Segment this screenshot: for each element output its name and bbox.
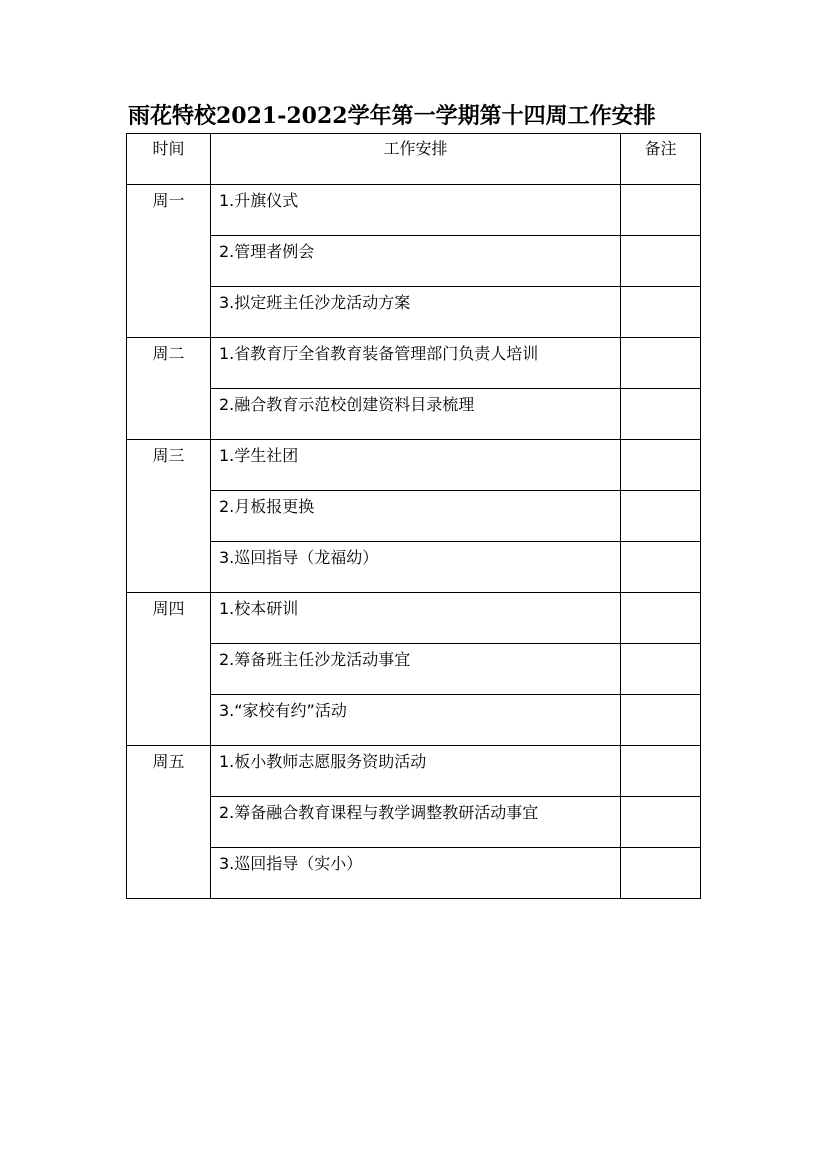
page-title: 雨花特校2021-2022学年第一学期第十四周工作安排 <box>128 103 656 129</box>
table-row <box>127 746 701 797</box>
table-row <box>127 644 701 695</box>
table-row <box>127 185 701 236</box>
task-cell: 2.筹备班主任沙龙活动事宜 <box>211 644 621 695</box>
note-cell <box>621 440 701 491</box>
table-row <box>127 440 701 491</box>
table-row <box>127 695 701 746</box>
task-cell: 2.融合教育示范校创建资料目录梳理 <box>211 389 621 440</box>
schedule-table <box>126 133 701 899</box>
table-row <box>127 848 701 899</box>
table-row <box>127 287 701 338</box>
table-row <box>127 338 701 389</box>
header-note: 备注 <box>621 134 701 185</box>
table-row <box>127 389 701 440</box>
task-cell: 2.管理者例会 <box>211 236 621 287</box>
task-cell: 1.板小教师志愿服务资助活动 <box>211 746 621 797</box>
note-cell <box>621 593 701 644</box>
note-cell <box>621 287 701 338</box>
table-header-row <box>127 134 701 185</box>
header-time: 时间 <box>127 134 211 185</box>
header-work: 工作安排 <box>211 134 621 185</box>
table-row <box>127 236 701 287</box>
note-cell <box>621 848 701 899</box>
note-cell <box>621 542 701 593</box>
task-cell: 2.筹备融合教育课程与教学调整教研活动事宜 <box>211 797 621 848</box>
day-cell-wed: 周三 <box>127 440 211 593</box>
table-row <box>127 593 701 644</box>
task-cell: 3.拟定班主任沙龙活动方案 <box>211 287 621 338</box>
day-cell-thu: 周四 <box>127 593 211 746</box>
note-cell <box>621 644 701 695</box>
task-cell: 2.月板报更换 <box>211 491 621 542</box>
task-cell: 3.“家校有约”活动 <box>211 695 621 746</box>
note-cell <box>621 797 701 848</box>
task-cell: 1.省教育厅全省教育装备管理部门负责人培训 <box>211 338 621 389</box>
table-row <box>127 797 701 848</box>
day-cell-tue: 周二 <box>127 338 211 440</box>
note-cell <box>621 389 701 440</box>
day-cell-fri: 周五 <box>127 746 211 899</box>
task-cell: 3.巡回指导（实小） <box>211 848 621 899</box>
note-cell <box>621 491 701 542</box>
day-cell-mon: 周一 <box>127 185 211 338</box>
table-row <box>127 542 701 593</box>
task-cell: 1.升旗仪式 <box>211 185 621 236</box>
note-cell <box>621 185 701 236</box>
note-cell <box>621 236 701 287</box>
task-cell: 1.学生社团 <box>211 440 621 491</box>
table-row <box>127 491 701 542</box>
note-cell <box>621 338 701 389</box>
task-cell: 1.校本研训 <box>211 593 621 644</box>
note-cell <box>621 746 701 797</box>
note-cell <box>621 695 701 746</box>
task-cell: 3.巡回指导（龙福幼） <box>211 542 621 593</box>
